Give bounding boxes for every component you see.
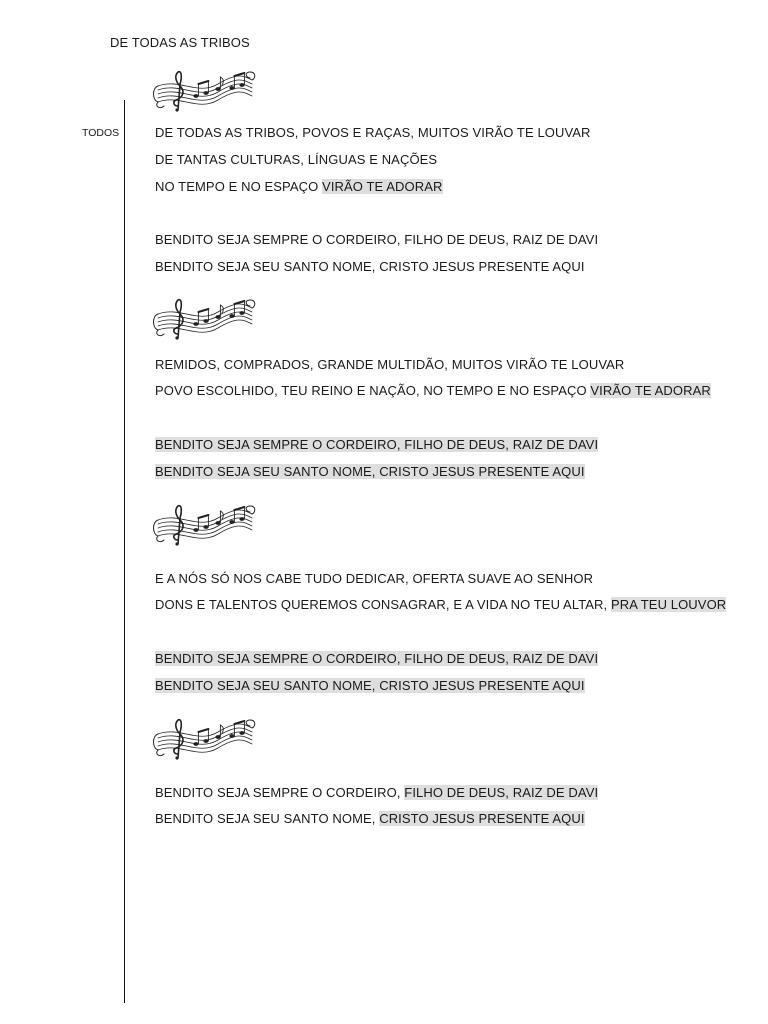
- lyric-text: BENDITO SEJA SEMPRE O CORDEIRO,: [155, 785, 405, 800]
- lyric-line: [155, 677, 585, 694]
- lyric-highlight: VIRÃO TE ADORAR: [590, 383, 711, 398]
- speaker-label: TODOS: [82, 127, 120, 139]
- lyric-text: BENDITO SEJA SEU SANTO NOME, CRISTO JESUS PRESENTE AQUI: [155, 259, 585, 274]
- lyric-line: [155, 124, 591, 141]
- lyric-line: [155, 178, 443, 195]
- song-title: DE TODAS AS TRIBOS: [110, 35, 250, 50]
- music-staff-icon: [152, 500, 256, 548]
- lyric-line: [155, 650, 598, 667]
- lyric-line: [155, 810, 585, 827]
- lyric-text: BENDITO SEJA SEMPRE O CORDEIRO, FILHO DE DEUS, RAIZ DE DAVI: [155, 232, 599, 247]
- lyric-text: DONS E TALENTOS QUEREMOS CONSAGRAR, E A VIDA NO TEU ALTAR,: [155, 597, 611, 612]
- lyric-line: [155, 382, 711, 399]
- lyric-highlight: BENDITO SEJA SEMPRE O CORDEIRO, FILHO DE DEUS, RAIZ DE DAVI: [155, 651, 599, 666]
- lyric-text: NO TEMPO E NO ESPAÇO: [155, 179, 323, 194]
- lyric-text: POVO ESCOLHIDO, TEU REINO E NAÇÃO, NO TEMPO E NO ESPAÇO: [155, 383, 591, 398]
- lyric-line: [155, 784, 598, 801]
- lyric-highlight: FILHO DE DEUS, RAIZ DE DAVI: [404, 785, 599, 800]
- lyric-highlight: VIRÃO TE ADORAR: [322, 179, 443, 194]
- lyric-text: BENDITO SEJA SEU SANTO NOME,: [155, 811, 380, 826]
- lyric-text: DE TANTAS CULTURAS, LÍNGUAS E NAÇÕES: [155, 152, 438, 167]
- lyric-text: DE TODAS AS TRIBOS, POVOS E RAÇAS, MUITOS VIRÃO TE LOUVAR: [155, 125, 591, 140]
- music-staff-icon: [152, 714, 256, 762]
- margin-rule: [124, 100, 125, 1003]
- lyric-line: [155, 596, 726, 613]
- lyric-line: [155, 436, 598, 453]
- lyric-line: [155, 151, 437, 168]
- music-staff-icon: [152, 294, 256, 342]
- lyric-line: [155, 570, 593, 587]
- lyric-line: [155, 258, 585, 275]
- lyric-highlight: BENDITO SEJA SEU SANTO NOME, CRISTO JESUS PRESENTE AQUI: [155, 464, 585, 479]
- lyric-line: [155, 463, 585, 480]
- lyric-text: REMIDOS, COMPRADOS, GRANDE MULTIDÃO, MUITOS VIRÃO TE LOUVAR: [155, 357, 625, 372]
- lyric-line: [155, 231, 598, 248]
- music-staff-icon: [152, 66, 256, 114]
- lyric-highlight: BENDITO SEJA SEMPRE O CORDEIRO, FILHO DE DEUS, RAIZ DE DAVI: [155, 437, 599, 452]
- lyric-highlight: CRISTO JESUS PRESENTE AQUI: [379, 811, 585, 826]
- lyric-text: E A NÓS SÓ NOS CABE TUDO DEDICAR, OFERTA SUAVE AO SENHOR: [155, 571, 594, 586]
- lyric-highlight: PRA TEU LOUVOR: [610, 597, 727, 612]
- lyric-line: [155, 356, 624, 373]
- lyric-highlight: BENDITO SEJA SEU SANTO NOME, CRISTO JESUS PRESENTE AQUI: [155, 678, 585, 693]
